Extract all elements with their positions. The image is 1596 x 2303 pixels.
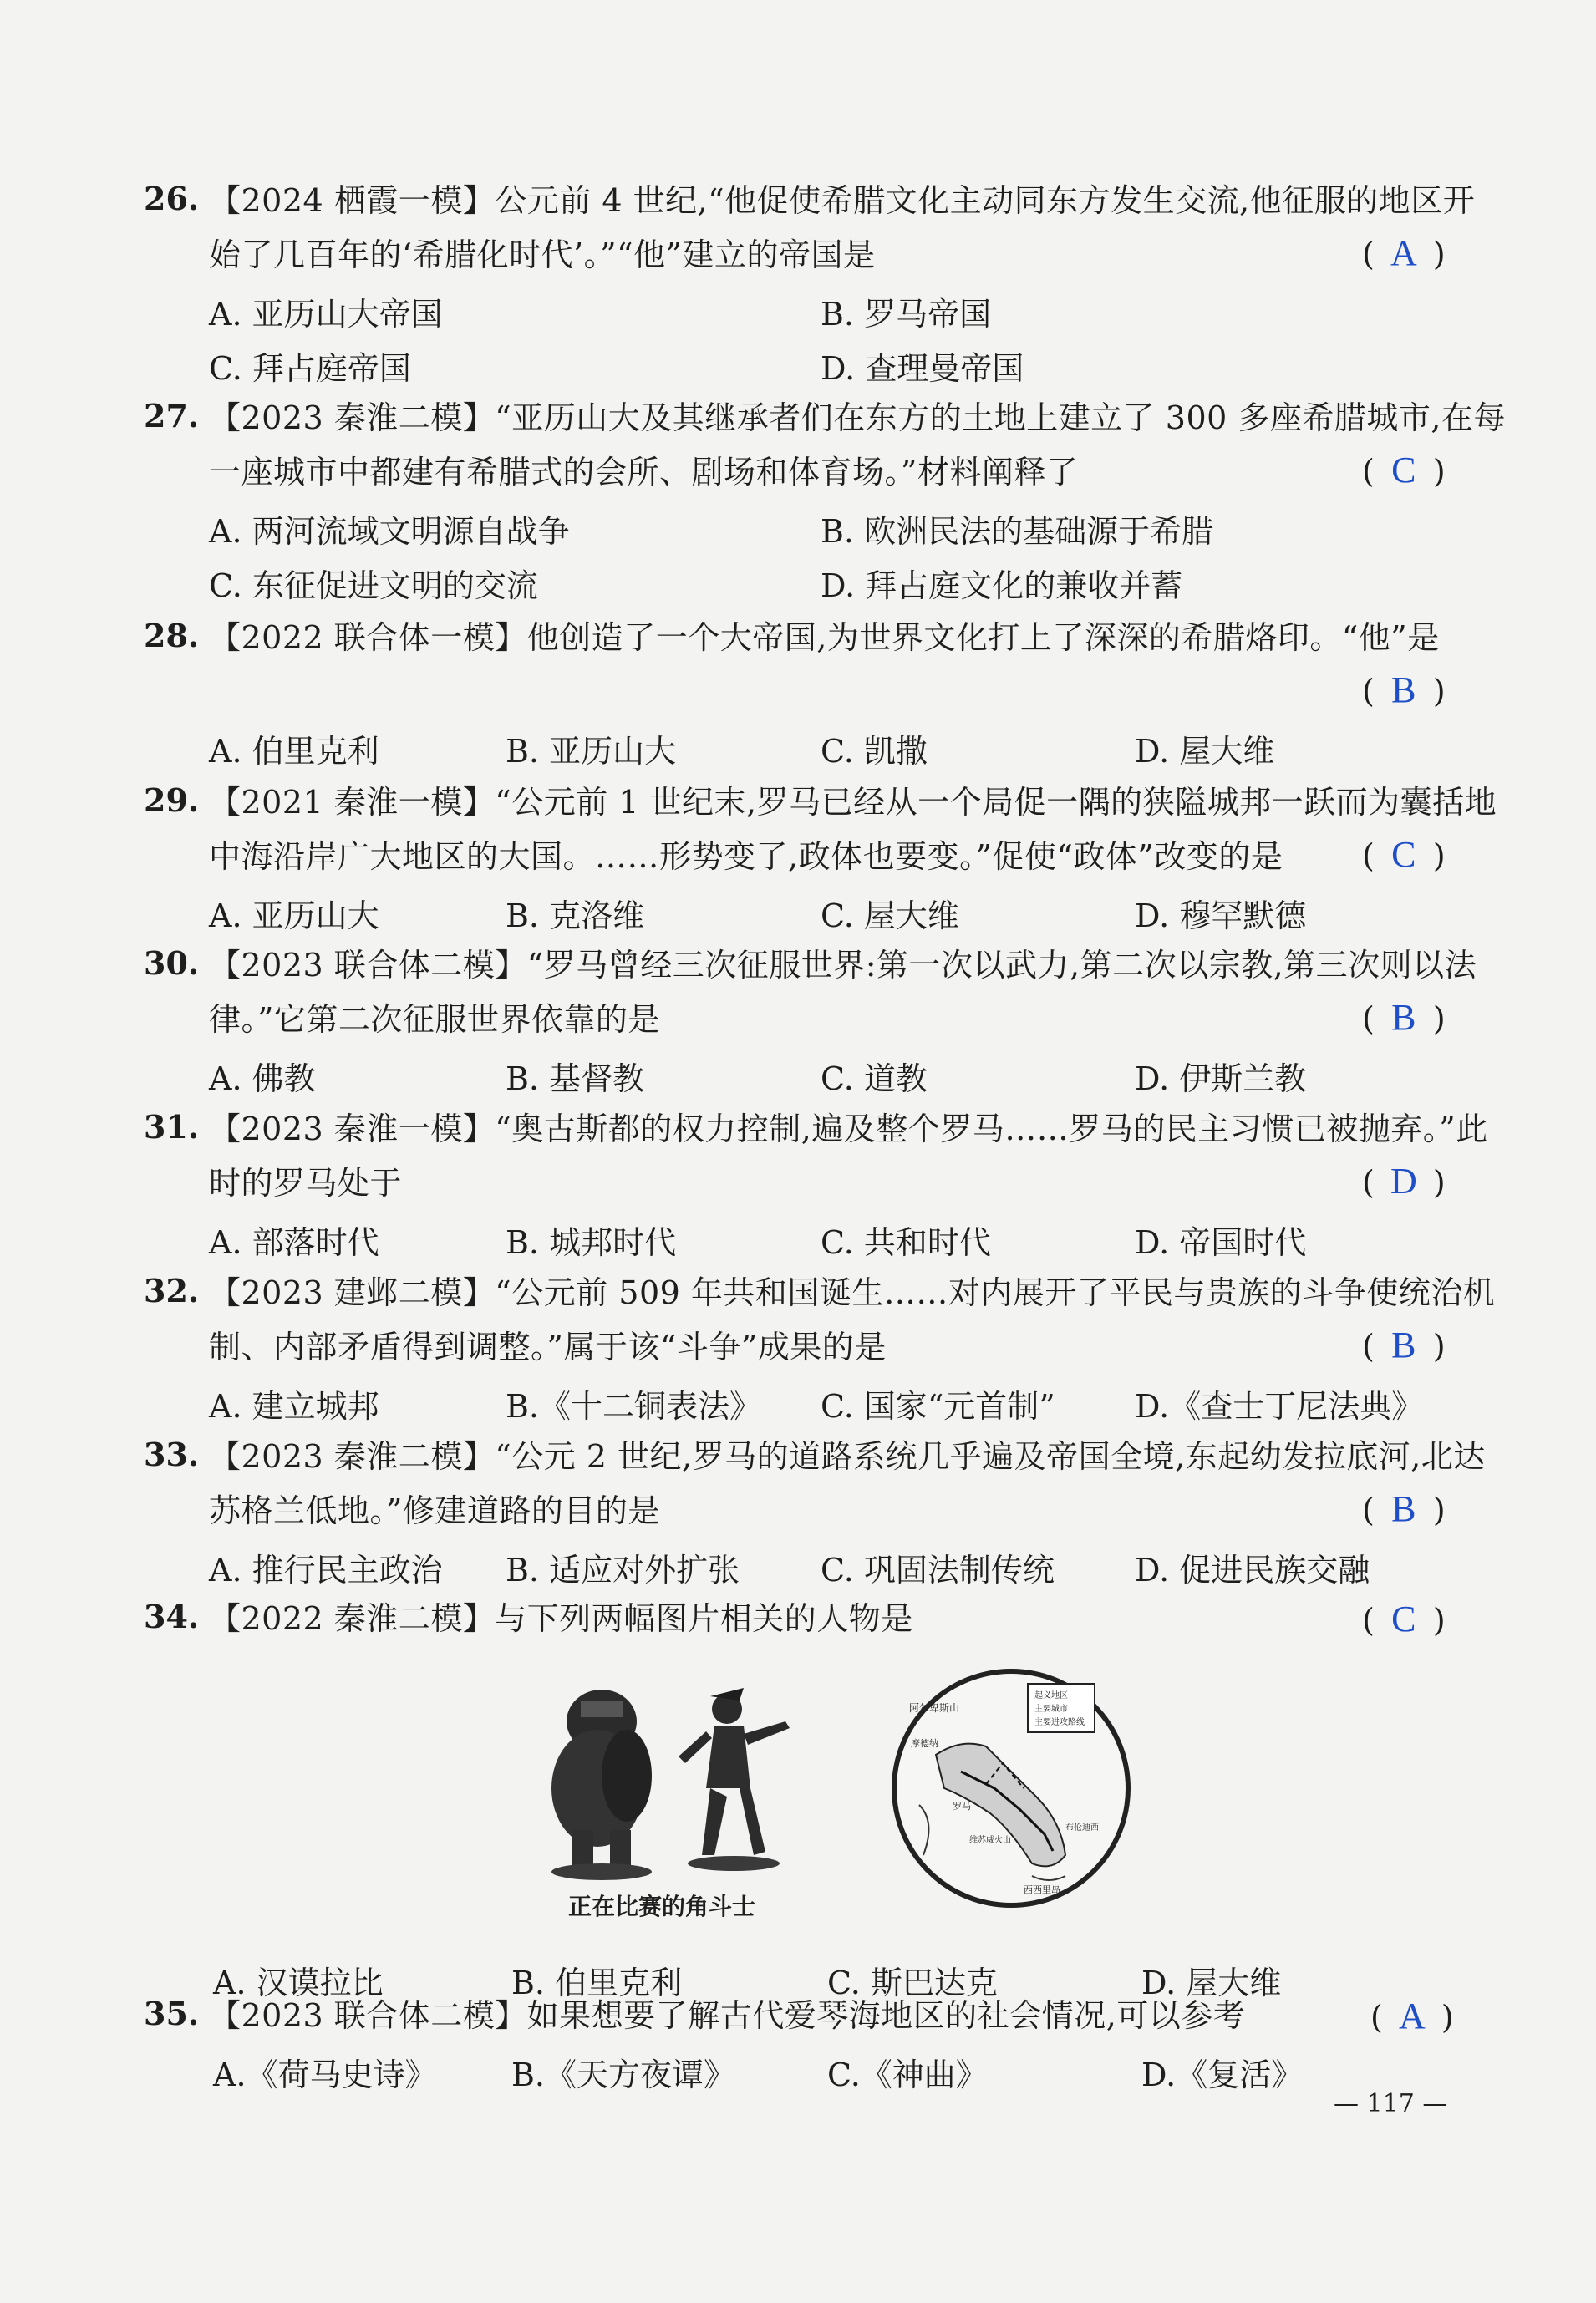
option-d: D. 查理曼帝国 xyxy=(821,350,1024,387)
answer-mark: B xyxy=(1391,1488,1416,1529)
answer-parenthesis: ( D ) xyxy=(1362,1161,1446,1202)
map-label-brundisium: 布伦迪西 xyxy=(1065,1823,1099,1833)
question-number: 29. xyxy=(144,781,200,819)
option-d: D. 促进民族交融 xyxy=(1135,1552,1370,1589)
option-c: C.《神曲》 xyxy=(827,2056,988,2093)
option-a: A. 亚历山大 xyxy=(209,897,379,934)
question-text-line-1: 【2022 秦淮二模】与下列两幅图片相关的人物是 xyxy=(209,1600,913,1637)
option-d: D. 拜占庭文化的兼收并蓄 xyxy=(821,567,1183,604)
question-number: 32. xyxy=(144,1272,200,1309)
question-number: 30. xyxy=(144,944,200,982)
answer-parenthesis: ( A ) xyxy=(1370,1995,1454,2036)
option-d: D. 帝国时代 xyxy=(1135,1224,1307,1261)
option-b: B.《天方夜谭》 xyxy=(511,2056,736,2093)
question-number: 31. xyxy=(144,1108,200,1146)
option-c: C. 屋大维 xyxy=(821,897,959,934)
question-text-line-2: 苏格兰低地。”修建道路的目的是 xyxy=(209,1492,660,1529)
answer-parenthesis: ( C ) xyxy=(1362,450,1446,491)
map-legend-route: 主要进攻路线 xyxy=(1034,1718,1085,1727)
question-text-line-1: 【2023 联合体二模】“罗马曾经三次征服世界:第一次以武力,第二次以宗教,第三次则以法 xyxy=(209,947,1477,984)
question-text-line-1: 【2023 秦淮一模】“奥古斯都的权力控制,遍及整个罗马……罗马的民主习惯已被抛弃。”此 xyxy=(209,1111,1488,1147)
answer-parenthesis: ( A ) xyxy=(1362,232,1446,273)
question-text-line-2: 中海沿岸广大地区的大国。……形势变了,政体也要变。”促使“政体”改变的是 xyxy=(209,838,1283,875)
question-number: 28. xyxy=(144,617,200,654)
uprising-route-map xyxy=(886,1663,1136,1914)
question-number: 27. xyxy=(144,397,200,435)
option-c: C. 东征促进文明的交流 xyxy=(209,567,538,604)
option-b: B. 城邦时代 xyxy=(506,1224,677,1261)
question-text-line-2: 制、内部矛盾得到调整。”属于该“斗争”成果的是 xyxy=(209,1329,887,1365)
option-d: D. 穆罕默德 xyxy=(1135,897,1307,934)
question-text-line-2: 一座城市中都建有希腊式的会所、剧场和体育场。”材料阐释了 xyxy=(209,454,1079,491)
question-text-line-1: 【2021 秦淮一模】“公元前 1 世纪末,罗马已经从一个局促一隅的狭隘城邦一跃而为囊括地 xyxy=(209,784,1497,821)
answer-parenthesis: ( B ) xyxy=(1362,669,1446,710)
question-text-line-1: 【2023 联合体二模】如果想要了解古代爱琴海地区的社会情况,可以参考 xyxy=(209,1997,1246,2034)
option-c: C. 共和时代 xyxy=(821,1224,991,1261)
answer-parenthesis: ( B ) xyxy=(1362,1324,1446,1365)
question-number: 33. xyxy=(144,1436,200,1473)
question-34-figure xyxy=(535,1663,1136,1930)
option-b: B. 伯里克利 xyxy=(511,1965,683,2001)
figure-caption: 正在比赛的角斗士 xyxy=(568,1893,756,1920)
option-d: D. 伊斯兰教 xyxy=(1135,1060,1307,1097)
option-a: A.《荷马史诗》 xyxy=(213,2056,437,2093)
question-text-line-1: 【2023 秦淮二模】“公元 2 世纪,罗马的道路系统几乎遍及帝国全境,东起幼发拉底河,北达 xyxy=(209,1438,1486,1475)
answer-mark: B xyxy=(1391,997,1416,1038)
option-b: B. 克洛维 xyxy=(506,897,645,934)
answer-mark: B xyxy=(1391,669,1416,710)
option-b: B.《十二铜表法》 xyxy=(506,1388,762,1425)
answer-parenthesis: ( B ) xyxy=(1362,1488,1446,1529)
map-label-rome: 罗马 xyxy=(953,1801,971,1812)
map-label-vesuvius: 维苏威火山 xyxy=(969,1836,1011,1845)
option-a: A. 部落时代 xyxy=(209,1224,379,1261)
option-b: B. 适应对外扩张 xyxy=(506,1552,740,1589)
answer-mark: C xyxy=(1391,1599,1416,1640)
option-c: C. 道教 xyxy=(821,1060,928,1097)
option-d: D. 屋大维 xyxy=(1135,733,1275,770)
question-text-line-1: 【2024 栖霞一模】公元前 4 世纪,“他促使希腊文化主动同东方发生交流,他征服的地区开 xyxy=(209,182,1476,219)
map-legend-uprising-area: 起义地区 xyxy=(1034,1691,1068,1701)
option-a: A. 佛教 xyxy=(209,1060,316,1097)
answer-parenthesis: ( C ) xyxy=(1362,1599,1446,1640)
option-b: B. 亚历山大 xyxy=(506,733,677,770)
gladiators-illustration xyxy=(535,1663,802,1889)
option-b: B. 欧洲民法的基础源于希腊 xyxy=(821,513,1214,550)
answer-mark: D xyxy=(1390,1161,1417,1202)
map-legend-cities: 主要城市 xyxy=(1034,1705,1068,1714)
option-a: A. 两河流域文明源自战争 xyxy=(209,513,570,550)
question-text-line-2: 时的罗马处于 xyxy=(209,1165,403,1202)
answer-mark: A xyxy=(1390,232,1417,273)
question-text-line-1: 【2022 联合体一模】他创造了一个大帝国,为世界文化打上了深深的希腊烙印。“他”是 xyxy=(209,619,1440,656)
option-d: D. 屋大维 xyxy=(1141,1965,1282,2001)
map-label-sicily: 西西里岛 xyxy=(1024,1884,1060,1895)
question-text-line-2: 始了几百年的‘希腊化时代’。”“他”建立的帝国是 xyxy=(209,236,876,273)
question-number: 34. xyxy=(144,1598,200,1635)
answer-mark: C xyxy=(1391,450,1416,491)
answer-parenthesis: ( C ) xyxy=(1362,834,1446,875)
answer-mark: B xyxy=(1391,1324,1416,1365)
option-a: A. 推行民主政治 xyxy=(209,1552,443,1589)
question-number: 35. xyxy=(144,1995,200,2032)
option-b: B. 基督教 xyxy=(506,1060,645,1097)
option-d: D.《查士丁尼法典》 xyxy=(1135,1388,1424,1425)
question-text-line-2: 律。”它第二次征服世界依靠的是 xyxy=(209,1001,660,1038)
question-text-line-1: 【2023 建邺二模】“公元前 509 年共和国诞生……对内展开了平民与贵族的斗争使统治机 xyxy=(209,1274,1496,1311)
option-c: C. 斯巴达克 xyxy=(827,1965,998,2001)
option-c: C. 拜占庭帝国 xyxy=(209,350,411,387)
option-a: A. 亚历山大帝国 xyxy=(209,296,443,333)
map-label-modena: 摩德纳 xyxy=(911,1738,938,1749)
question-text-line-1: 【2023 秦淮二模】“亚历山大及其继承者们在东方的土地上建立了 300 多座希腊城市,在每 xyxy=(209,399,1506,436)
option-c: C. 巩固法制传统 xyxy=(821,1552,1055,1589)
option-c: C. 国家“元首制” xyxy=(821,1388,1055,1425)
option-b: B. 罗马帝国 xyxy=(821,296,992,333)
answer-parenthesis: ( B ) xyxy=(1362,997,1446,1038)
map-label-alps: 阿尔卑斯山 xyxy=(909,1702,960,1714)
option-a: A. 汉谟拉比 xyxy=(213,1965,384,2001)
option-a: A. 建立城邦 xyxy=(209,1388,379,1425)
option-a: A. 伯里克利 xyxy=(209,733,379,770)
answer-mark: C xyxy=(1391,834,1416,875)
page-number: — 117 — xyxy=(1334,2089,1448,2118)
question-number: 26. xyxy=(144,180,200,217)
answer-mark: A xyxy=(1398,1995,1426,2036)
option-d: D.《复活》 xyxy=(1141,2056,1304,2093)
option-c: C. 凯撒 xyxy=(821,733,928,770)
